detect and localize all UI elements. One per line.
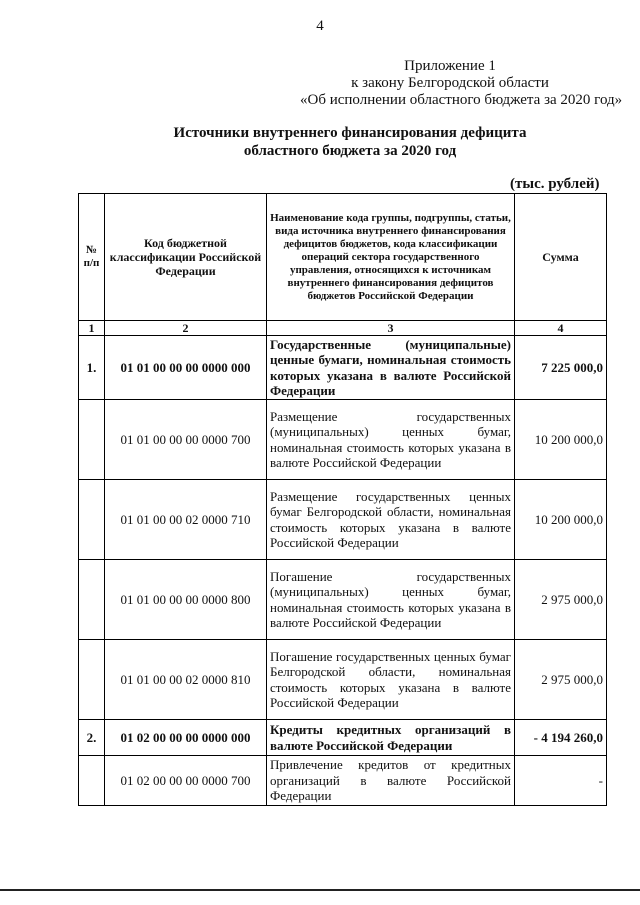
annex-law-reference: к закону Белгородской области bbox=[351, 75, 549, 91]
page-number: 4 bbox=[316, 18, 324, 34]
row-sum: 2 975 000,0 bbox=[515, 560, 607, 640]
header-name: Наименование кода группы, подгруппы, статьи, вида источника внутреннего финансирования дефицитов бюджетов, кода классификации операций сектора государственного управления, относящихся к источникам внутреннего финансирования дефицитов бюджетов Российской Федерации bbox=[267, 194, 515, 321]
row-name: Погашение государственных (муниципальных) ценных бумаг, номинальная стоимость которых указана в валюте Российской Федерации bbox=[267, 560, 515, 640]
row-code: 01 01 00 00 02 0000 810 bbox=[105, 640, 267, 720]
row-code: 01 01 00 00 00 0000 000 bbox=[105, 336, 267, 400]
financing-sources-table bbox=[78, 193, 607, 806]
row-name: Кредиты кредитных организаций в валюте Российской Федерации bbox=[267, 720, 515, 756]
table-row bbox=[79, 336, 607, 400]
document-title-line-2: областного бюджета за 2020 год bbox=[243, 143, 457, 159]
row-name: Привлечение кредитов от кредитных организаций в валюте Российской Федерации bbox=[267, 756, 515, 806]
table-header-row bbox=[79, 194, 607, 321]
table-row bbox=[79, 480, 607, 560]
header-code: Код бюджетной классификации Российской Федерации bbox=[105, 194, 267, 321]
column-numbers-row bbox=[79, 321, 607, 336]
annex-title: Приложение 1 bbox=[404, 58, 496, 74]
row-sum: 7 225 000,0 bbox=[515, 336, 607, 400]
row-number: 1. bbox=[79, 336, 105, 400]
row-number: 2. bbox=[79, 720, 105, 756]
header-sum: Сумма bbox=[515, 194, 607, 321]
column-number: 2 bbox=[105, 321, 267, 336]
row-name: Государственные (муниципальные) ценные бумаги, номинальная стоимость которых указана в валюте Российской Федерации bbox=[267, 336, 515, 400]
row-code: 01 02 00 00 00 0000 000 bbox=[105, 720, 267, 756]
table-row bbox=[79, 756, 607, 806]
table-row bbox=[79, 400, 607, 480]
row-number bbox=[79, 756, 105, 806]
row-number bbox=[79, 400, 105, 480]
document-title bbox=[110, 124, 590, 160]
table-row bbox=[79, 720, 607, 756]
column-number: 1 bbox=[79, 321, 105, 336]
units-label: (тыс. рублей) bbox=[510, 176, 600, 192]
table-row bbox=[79, 640, 607, 720]
document-title-line-1: Источники внутреннего финансирования дефицита bbox=[173, 125, 527, 141]
row-number bbox=[79, 560, 105, 640]
table-row bbox=[79, 560, 607, 640]
row-code: 01 02 00 00 00 0000 700 bbox=[105, 756, 267, 806]
annex-law-title: «Об исполнении областного бюджета за 2020 год» bbox=[300, 92, 623, 108]
row-sum: - bbox=[515, 756, 607, 806]
row-code: 01 01 00 00 00 0000 700 bbox=[105, 400, 267, 480]
scan-edge-line bbox=[0, 889, 640, 891]
column-number: 3 bbox=[267, 321, 515, 336]
row-code: 01 01 00 00 02 0000 710 bbox=[105, 480, 267, 560]
row-name: Размещение государственных (муниципальных) ценных бумаг, номинальная стоимость которых указана в валюте Российской Федерации bbox=[267, 400, 515, 480]
row-name: Размещение государственных ценных бумаг Белгородской области, номинальная стоимость которых указана в валюте Российской Федерации bbox=[267, 480, 515, 560]
row-number bbox=[79, 480, 105, 560]
row-sum: 2 975 000,0 bbox=[515, 640, 607, 720]
row-name: Погашение государственных ценных бумаг Белгородской области, номинальная стоимость которых указана в валюте Российской Федерации bbox=[267, 640, 515, 720]
annex-header bbox=[300, 58, 623, 109]
column-number: 4 bbox=[515, 321, 607, 336]
row-code: 01 01 00 00 00 0000 800 bbox=[105, 560, 267, 640]
row-number bbox=[79, 640, 105, 720]
header-number: № п/п bbox=[79, 194, 105, 321]
row-sum: 10 200 000,0 bbox=[515, 400, 607, 480]
row-sum: - 4 194 260,0 bbox=[515, 720, 607, 756]
row-sum: 10 200 000,0 bbox=[515, 480, 607, 560]
